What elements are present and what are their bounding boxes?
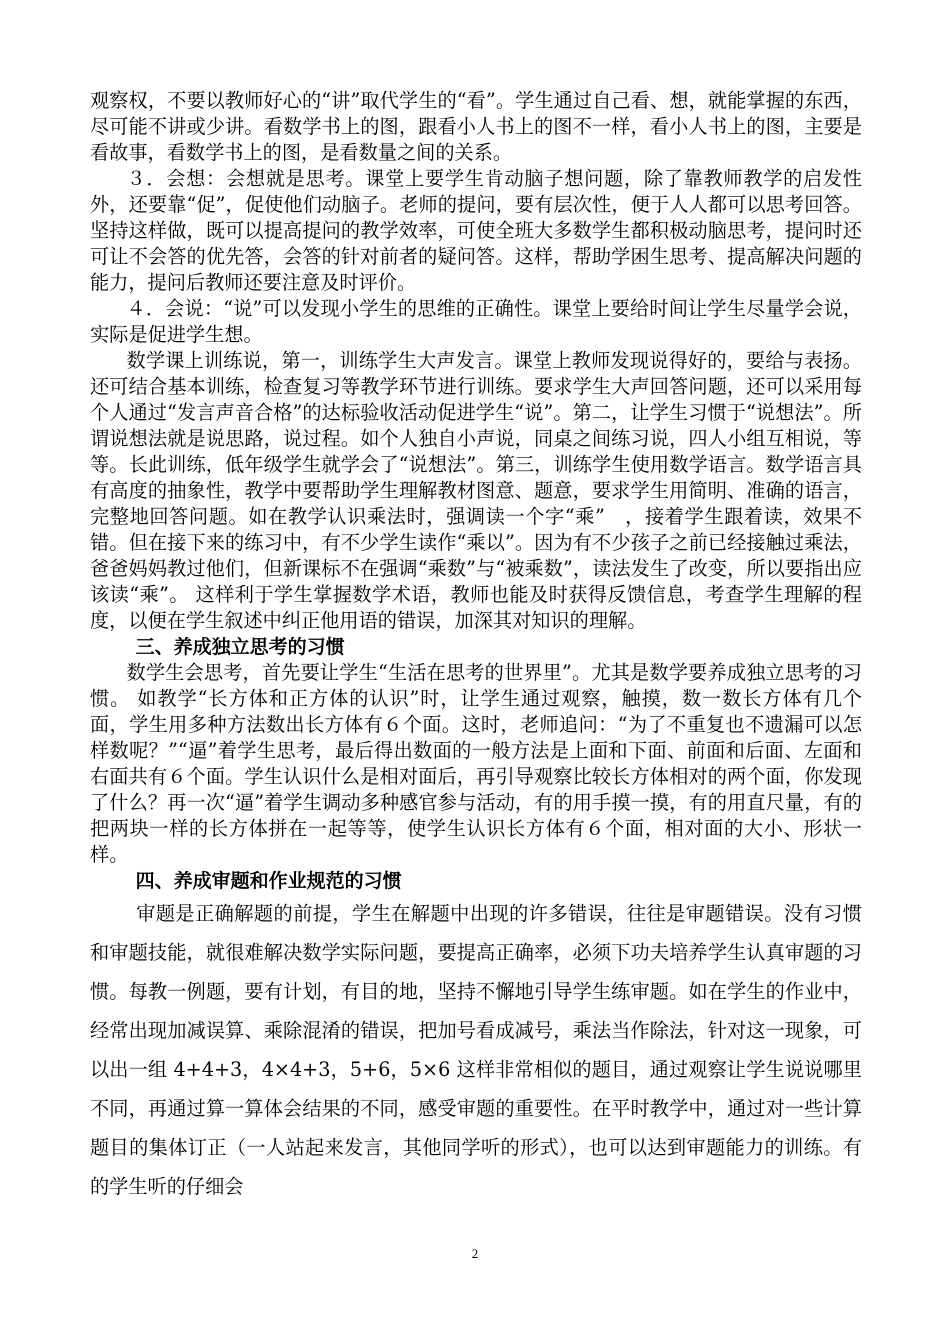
section-heading-independent-thinking: 三、养成独立思考的习惯 — [135, 636, 345, 658]
page-number: 2 — [471, 1246, 479, 1261]
paragraph-can-speak: ４．会说：“说”可以发现小学生的思维的正确性。课堂上要给时间让学生尽量学会说，实际是促进学生想。 — [90, 297, 862, 346]
paragraph-independent-thinking: 数学生会思考，首先要让学生“生活在思考的世界里”。尤其是数学要养成独立思考的习惯。 如教学“长方体和正方体的认识”时，让学生通过观察，触摸，数一数长方体有几个面，学生用多种方法数出长方体有６个面。这时，老师追问：“为了不重复也不遗漏可以怎样数呢？”“逼”着学生思考，最后得出数面的一般方法是上面和下面、前面和后面、左面和右面共有６个面。学生认识什么是相对面后，再引导观察比较长方体相对的两个面，你发现了什么？再一次“逼”着学生调动多种感官参与活动，有的用手摸一摸，有的用直尺量，有的把两块一样的长方体拼在一起等等，使学生认识长方体有６个面，相对面的大小、形状一样。 — [90, 661, 862, 866]
paragraph-observation-right: 观察权，不要以教师好心的“讲”取代学生的“看”。学生通过自己看、想，就能掌握的东西，尽可能不讲或少讲。看数学书上的图，跟看小人书上的图不一样，看小人书上的图，主要是看故事，看数学书上的图，是看数量之间的关系。 — [90, 89, 862, 164]
paragraph-speaking-training: 数学课上训练说，第一，训练学生大声发言。课堂上教师发现说得好的，要给与表扬。还可结合基本训练，检查复习等教学环节进行训练。要求学生大声回答问题，还可以采用每个人通过“发言声音合格”的达标验收活动促进学生“说”。第二，让学生习惯于“说想法”。所谓说想法就是说思路，说过程。如个人独自小声说，同桌之间练习说，四人小组互相说，等等。长此训练，低年级学生就学会了“说想法”。第三，训练学生使用数学语言。数学语言具有高度的抽象性，教学中要帮助学生理解教材图意、题意，要求学生用简明、准确的语言，完整地回答问题。如在教学认识乘法时，强调读一个字“乘” ，接着学生跟着读，效果不错。但在接下来的练习中，有不少学生读作“乘以”。因为有不少孩子之前已经接触过乘法，爸爸妈妈教过他们，但新课标不在强调“乘数”与“被乘数”，读法发生了改变，所以要指出应该读“乘”。 这样利于学生掌握数学术语，教师也能及时获得反馈信息，考查学生理解的程度，以便在学生叙述中纠正他用语的错误，加深其对知识的理解。 — [90, 349, 862, 632]
paragraph-can-think: ３．会想：会想就是思考。课堂上要学生肯动脑子想问题，除了靠教师教学的启发性外，还要靠“促”，促使他们动脑子。老师的提问，要有层次性，便于人人都可以思考回答。坚持这样做，既可以提高提问的教学效率，可使全班大多数学生都积极动脑思考，提问时还可让不会答的优先答，会答的针对前者的疑问答。这样，帮助学困生思考、提高解决问题的能力，提问后教师还要注意及时评价。 — [90, 167, 862, 294]
section-heading-reading-questions: 四、养成审题和作业规范的习惯 — [135, 870, 402, 892]
body-text-upper — [90, 88, 862, 894]
paragraph-reading-questions: 审题是正确解题的前提，学生在解题中出现的许多错误，往往是审题错误。没有习惯和审题技能，就很难解决数学实际问题，要提高正确率，必须下功夫培养学生认真审题的习惯。每教一例题，要有计划，有目的地，坚持不懈地引导学生练审题。如在学生的作业中，经常出现加减误算、乘除混淆的错误，把加号看成减号，乘法当作除法，针对这一现象，可以出一组 4+4+3，4×4+3，5+6，5×6 这样非常相似的题目，通过观察让学生说说哪里不同，再通过算一算体会结果的不同，感受审题的重要性。在平时教学中，通过对一些计算题目的集体订正（一人站起来发言，其他同学听的形式），也可以达到审题能力的训练。有的学生听的仔细会 — [90, 902, 862, 1198]
document-page — [90, 88, 862, 1206]
